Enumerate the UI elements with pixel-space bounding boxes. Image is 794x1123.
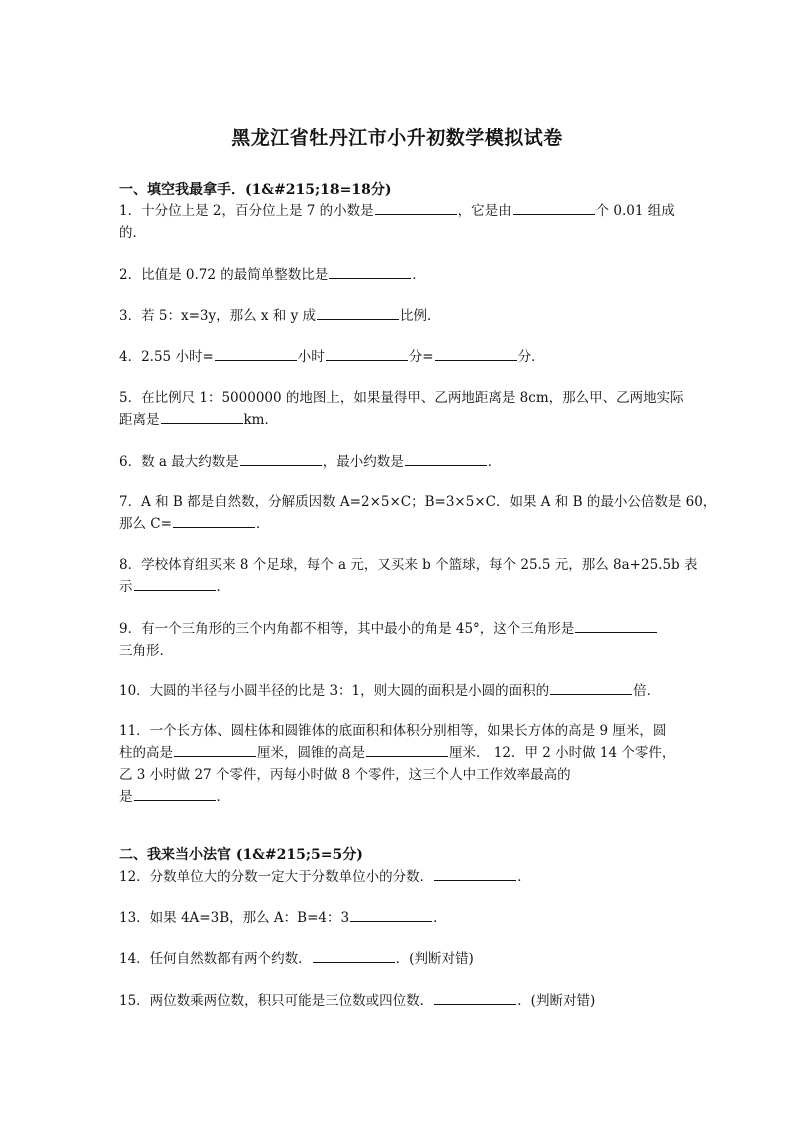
answer-blank[interactable]	[326, 346, 408, 361]
question-9-text-a: 9．有一个三角形的三个内角都不相等，其中最小的角是 45°，这个三角形是	[119, 621, 575, 637]
answer-blank[interactable]	[375, 200, 457, 215]
answer-blank[interactable]	[173, 513, 255, 528]
question-13	[119, 907, 679, 929]
question-2-text-a: 2．比值是 0.72 的最简单整数比是	[119, 267, 329, 283]
question-9-text-b: 三角形．	[119, 643, 173, 659]
question-6-text-a: 6．数 a 最大约数是	[119, 454, 239, 470]
question-12	[119, 866, 679, 888]
question-1-text-c: 个 0.01 组成	[595, 203, 675, 219]
answer-blank[interactable]	[366, 742, 448, 757]
question-6-text-c: ．	[487, 454, 502, 470]
question-11-text-e: 乙 3 小时做 27 个零件，丙每小时做 8 个零件，这三个人中工作效率最高的	[119, 767, 571, 783]
question-7-text-c: ．	[255, 516, 270, 532]
question-8	[119, 554, 698, 598]
question-15-text-b: ．(判断对错)	[517, 993, 596, 1009]
question-10	[119, 680, 679, 702]
question-12-text-a: 12．分数单位大的分数一定大于分数单位小的分数．	[119, 869, 434, 885]
question-10-text-b: 倍．	[633, 683, 661, 699]
question-4-text-a: 4．2.55 小时=	[119, 349, 214, 365]
answer-blank[interactable]	[550, 680, 632, 695]
question-13-text-b: ．	[433, 910, 447, 926]
answer-blank[interactable]	[350, 907, 432, 922]
answer-blank[interactable]	[313, 948, 395, 963]
question-11	[119, 720, 679, 808]
answer-blank[interactable]	[134, 576, 216, 591]
question-4	[119, 346, 679, 368]
question-11-text-d: 厘米． 12．甲 2 小时做 14 个零件，	[449, 745, 676, 761]
answer-blank[interactable]	[161, 409, 243, 424]
question-13-text-a: 13．如果 4A=3B，那么 A：B=4：3	[119, 910, 350, 926]
question-5	[119, 387, 684, 431]
answer-blank[interactable]	[575, 618, 657, 633]
question-8-text-a: 8．学校体育组买来 8 个足球，每个 a 元，又买来 b 个篮球，每个 25.5 元，那么 8a+25.5b 表	[119, 557, 698, 573]
section-1-heading: 一、填空我最拿手．(1&#215;18=18分)	[119, 182, 392, 198]
question-6	[119, 451, 679, 473]
question-5-text-b: 距离是	[119, 412, 160, 428]
question-12-text-b: ．	[517, 869, 531, 885]
question-4-text-b: 小时	[297, 349, 325, 365]
answer-blank[interactable]	[329, 264, 411, 279]
question-1-text-d: 的．	[119, 225, 146, 241]
answer-blank[interactable]	[434, 990, 516, 1005]
question-5-text-c: km．	[243, 412, 278, 428]
answer-blank[interactable]	[174, 742, 256, 757]
question-1	[119, 200, 679, 244]
question-1-text-b: ，它是由	[457, 203, 512, 219]
question-2	[119, 264, 679, 286]
question-1-text-a: 1．十分位上是 2，百分位上是 7 的小数是	[119, 203, 374, 219]
question-11-text-a: 11．一个长方体、圆柱体和圆锥体的底面积和体积分别相等，如果长方体的高是 9 厘米，圆	[119, 723, 667, 739]
question-4-text-d: 分．	[517, 349, 545, 365]
answer-blank[interactable]	[134, 786, 216, 801]
answer-blank[interactable]	[317, 305, 399, 320]
question-3-text-a: 3．若 5：x=3y，那么 x 和 y 成	[119, 308, 317, 324]
question-8-text-c: ．	[216, 579, 230, 595]
question-5-text-a: 5．在比例尺 1：5000000 的地图上，如果量得甲、乙两地距离是 8cm，那么甲、乙两地实际	[119, 390, 684, 406]
question-11-text-b: 柱的高是	[119, 745, 173, 761]
question-15	[119, 990, 679, 1012]
answer-blank[interactable]	[240, 451, 322, 466]
question-14-text-b: ．(判断对错)	[395, 951, 474, 967]
question-10-text-a: 10．大圆的半径与小圆半径的比是 3：1，则大圆的面积是小圆的面积的	[119, 683, 550, 699]
question-11-text-f: 是	[119, 789, 133, 805]
answer-blank[interactable]	[435, 346, 517, 361]
question-11-text-g: ．	[216, 789, 230, 805]
section-2-heading: 二、我来当小法官 (1&#215;5=5分)	[119, 847, 363, 863]
answer-blank[interactable]	[513, 200, 595, 215]
question-15-text-a: 15．两位数乘两位数，积只可能是三位数或四位数．	[119, 993, 434, 1009]
answer-blank[interactable]	[434, 866, 516, 881]
question-9	[119, 618, 679, 662]
question-11-text-c: 厘米，圆锥的高是	[257, 745, 365, 761]
question-7-text-a: 7．A 和 B 都是自然数，分解质因数 A=2×5×C；B=3×5×C．如果 A 和 B 的最小公倍数是 60，	[119, 494, 717, 510]
question-3	[119, 305, 679, 327]
question-14-text-a: 14．任何自然数都有两个约数．	[119, 951, 312, 967]
question-14	[119, 948, 679, 970]
question-7-text-b: 那么 C=	[119, 516, 172, 532]
answer-blank[interactable]	[405, 451, 487, 466]
question-6-text-b: ，最小约数是	[322, 454, 404, 470]
question-8-text-b: 示	[119, 579, 133, 595]
question-4-text-c: 分=	[408, 349, 434, 365]
question-7	[119, 491, 717, 535]
question-2-text-b: ．	[412, 267, 426, 283]
question-3-text-b: 比例．	[400, 308, 441, 324]
page-title: 黑龙江省牡丹江市小升初数学模拟试卷	[231, 127, 563, 149]
answer-blank[interactable]	[215, 346, 297, 361]
